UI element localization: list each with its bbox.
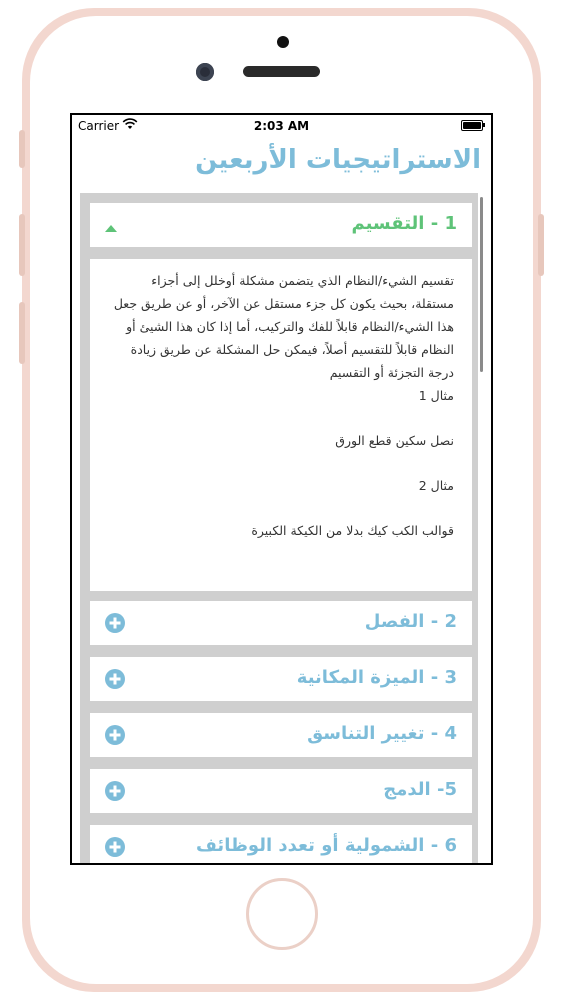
- accordion-header-2[interactable]: [90, 601, 472, 645]
- section-6-title: 6 - الشمولية أو تعدد الوظائف: [196, 835, 457, 856]
- proximity-sensor: [277, 36, 289, 48]
- example-1-label: مثال 1: [418, 388, 454, 403]
- accordion-header-6[interactable]: [90, 825, 472, 865]
- plus-circle-icon[interactable]: [104, 612, 126, 638]
- example-1-text: نصل سكين قطع الورق: [335, 433, 454, 448]
- accordion-header-1[interactable]: [90, 203, 472, 247]
- earpiece-speaker: [243, 66, 320, 77]
- volume-down-button: [19, 302, 25, 364]
- home-button[interactable]: [246, 878, 318, 950]
- accordion-header-3[interactable]: [90, 657, 472, 701]
- section-3-title: 3 - الميزة المكانية: [296, 667, 457, 688]
- section-1-title: 1 - التقسيم: [351, 213, 457, 234]
- plus-circle-icon[interactable]: [104, 836, 126, 862]
- plus-circle-icon[interactable]: [104, 668, 126, 694]
- example-2-label: مثال 2: [418, 478, 454, 493]
- example-2-text: قوالب الكب كيك بدلا من الكيكة الكبيرة: [251, 523, 454, 538]
- section-2-title: 2 - الفصل: [364, 611, 457, 632]
- battery-icon: [461, 120, 483, 131]
- page-title: الاستراتيجيات الأربعين: [195, 145, 481, 175]
- status-bar: [72, 115, 491, 137]
- carrier-label: Carrier: [78, 119, 120, 133]
- section-4-title: 4 - تغيير التناسق: [307, 723, 457, 744]
- section-5-title: 5- الدمج: [383, 779, 457, 800]
- plus-circle-icon[interactable]: [104, 780, 126, 806]
- plus-circle-icon[interactable]: [104, 724, 126, 750]
- accordion-header-4[interactable]: [90, 713, 472, 757]
- section-1-body: [90, 259, 472, 591]
- power-button: [538, 214, 544, 276]
- accordion-header-5[interactable]: [90, 769, 472, 813]
- accordion-list[interactable]: [80, 193, 478, 865]
- front-camera: [196, 63, 214, 81]
- mute-switch: [19, 130, 25, 168]
- section-1-description: تقسيم الشيء/النظام الذي يتضمن مشكلة أوخلل إلى أجزاء مستقلة، بحيث يكون كل جزء مستقل عن الآخر، أو عن طريق جعل هذا الشيء/النظام قابلاً للفك والتركيب، أما إذا كان هذا الشيئ أو النظام قابلاً للتقسيم أصلاً، فيمكن حل المشكلة عن طريق زيادة درجة التجزئة أو التقسيم: [113, 273, 454, 380]
- collapse-triangle-icon[interactable]: [104, 219, 118, 238]
- app-screen: [70, 113, 493, 865]
- clock: 2:03 AM: [253, 119, 310, 133]
- volume-up-button: [19, 214, 25, 276]
- vertical-scrollbar[interactable]: [480, 197, 483, 372]
